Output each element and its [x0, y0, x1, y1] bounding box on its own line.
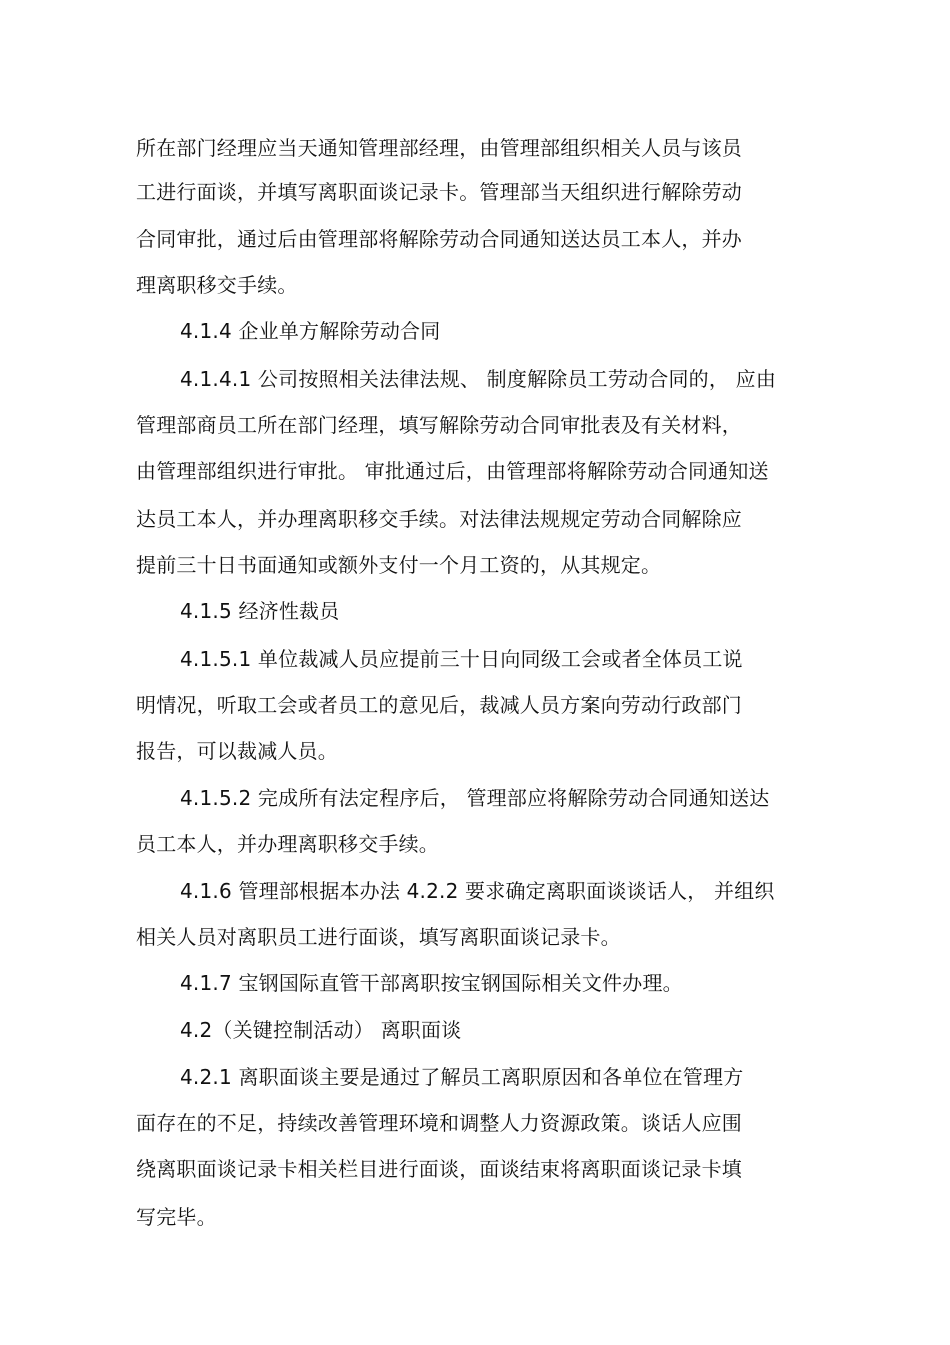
text-line: 达员工本人，并办理离职移交手续。对法律法规规定劳动合同解除应 [136, 507, 742, 531]
text-line: 所在部门经理应当天通知管理部经理，由管理部组织相关人员与该员 [136, 136, 742, 160]
paragraph-4-1-5-1-start: 4.1.5.1 单位裁减人员应提前三十日向同级工会或者全体员工说 [180, 647, 743, 671]
section-heading-4-1-5: 4.1.5 经济性裁员 [180, 599, 340, 623]
paragraph-4-1-4-1-start: 4.1.4.1 公司按照相关法律法规、 制度解除员工劳动合同的， 应由 [180, 367, 777, 391]
text-line: 工进行面谈，并填写离职面谈记录卡。管理部当天组织进行解除劳动 [136, 180, 742, 204]
text-line: 绕离职面谈记录卡相关栏目进行面谈，面谈结束将离职面谈记录卡填 [136, 1157, 742, 1181]
paragraph-4-1-5-2-start: 4.1.5.2 完成所有法定程序后， 管理部应将解除劳动合同通知送达 [180, 786, 770, 810]
text-line: 提前三十日书面通知或额外支付一个月工资的，从其规定。 [136, 553, 662, 577]
text-line: 明情况，听取工会或者员工的意见后，裁减人员方案向劳动行政部门 [136, 693, 742, 717]
text-line: 由管理部组织进行审批。 审批通过后，由管理部将解除劳动合同通知送 [136, 459, 769, 483]
text-line: 面存在的不足，持续改善管理环境和调整人力资源政策。谈话人应围 [136, 1111, 742, 1135]
paragraph-4-1-6-start: 4.1.6 管理部根据本办法 4.2.2 要求确定离职面谈谈话人， 并组织 [180, 879, 775, 903]
text-line: 报告，可以裁减人员。 [136, 739, 338, 763]
text-line: 员工本人，并办理离职移交手续。 [136, 832, 439, 856]
text-line: 合同审批，通过后由管理部将解除劳动合同通知送达员工本人，并办 [136, 227, 742, 251]
paragraph-4-1-7: 4.1.7 宝钢国际直管干部离职按宝钢国际相关文件办理。 [180, 971, 683, 995]
text-line: 写完毕。 [136, 1205, 217, 1229]
section-heading-4-2: 4.2（关键控制活动） 离职面谈 [180, 1018, 462, 1042]
text-line: 相关人员对离职员工进行面谈，填写离职面谈记录卡。 [136, 925, 621, 949]
paragraph-4-2-1-start: 4.2.1 离职面谈主要是通过了解员工离职原因和各单位在管理方 [180, 1065, 744, 1089]
text-line: 理离职移交手续。 [136, 273, 298, 297]
text-line: 管理部商员工所在部门经理，填写解除劳动合同审批表及有关材料， [136, 413, 742, 437]
section-heading-4-1-4: 4.1.4 企业单方解除劳动合同 [180, 319, 441, 343]
